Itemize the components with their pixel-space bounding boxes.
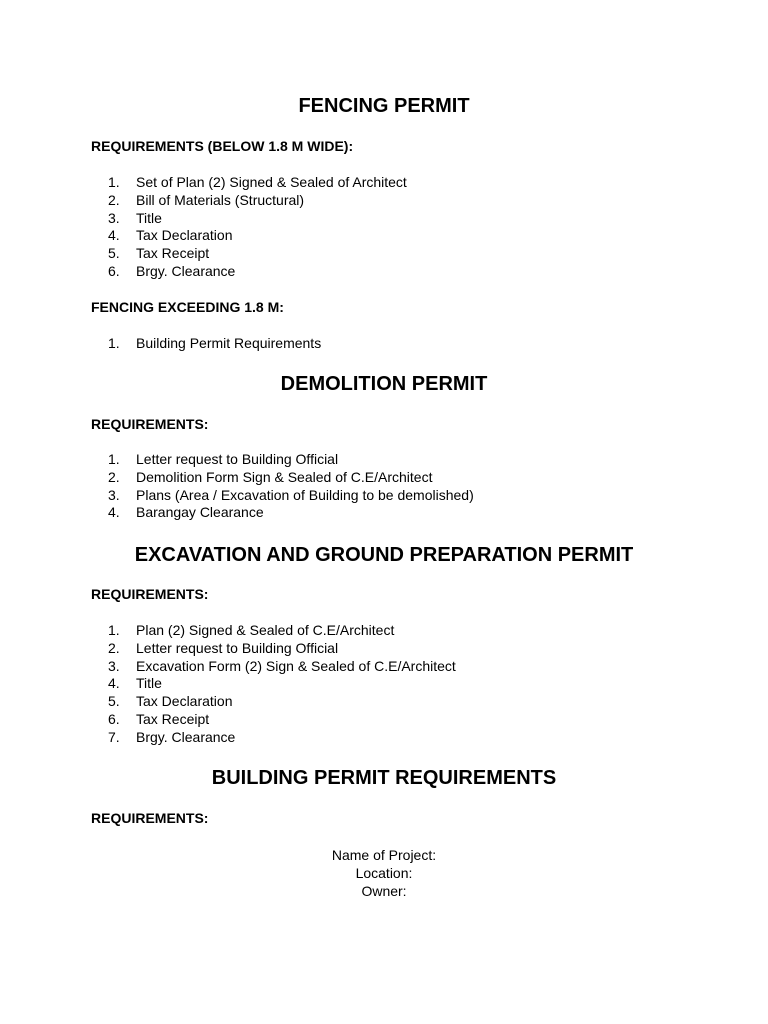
list-item: 1. Plan (2) Signed & Sealed of C.E/Architect xyxy=(108,622,395,638)
fencing-exceeding-heading: FENCING EXCEEDING 1.8 M: xyxy=(91,299,284,315)
list-item: 2. Letter request to Building Official xyxy=(108,639,339,656)
list-item: 6. Tax Receipt xyxy=(108,710,210,727)
owner-label: Owner: xyxy=(361,883,407,899)
demolition-permit-title: DEMOLITION PERMIT xyxy=(280,373,488,395)
fencing-requirements-below-list xyxy=(108,174,407,281)
excavation-requirements-list xyxy=(108,622,456,747)
list-item: 2. Demolition Form Sign & Sealed of C.E/Architect xyxy=(108,468,433,485)
list-item: 7. Brgy. Clearance xyxy=(108,728,236,745)
list-item: 3. Plans (Area / Excavation of Building to be demolished) xyxy=(108,486,474,503)
location-label: Location: xyxy=(355,865,413,881)
building-requirements-heading: REQUIREMENTS: xyxy=(91,810,209,826)
list-item: 2. Bill of Materials (Structural) xyxy=(108,191,305,208)
list-item: 3. Excavation Form (2) Sign & Sealed of C.E/Architect xyxy=(108,657,456,674)
fencing-requirements-below-heading: REQUIREMENTS (BELOW 1.8 M WIDE): xyxy=(91,138,354,154)
name-of-project-label: Name of Project: xyxy=(331,847,437,863)
list-item: 5. Tax Receipt xyxy=(108,245,210,262)
list-item: 3. Title xyxy=(108,209,162,226)
fencing-exceeding-list xyxy=(108,335,321,353)
fencing-permit-title: FENCING PERMIT xyxy=(298,95,470,117)
excavation-requirements-heading: REQUIREMENTS: xyxy=(91,586,209,602)
building-permit-title: BUILDING PERMIT REQUIREMENTS xyxy=(211,767,557,789)
list-item: 1. Set of Plan (2) Signed & Sealed of Architect xyxy=(108,174,407,190)
list-item: 6. Brgy. Clearance xyxy=(108,262,236,279)
list-item: 4. Barangay Clearance xyxy=(108,504,264,521)
demolition-requirements-heading: REQUIREMENTS: xyxy=(91,416,209,432)
list-item: 1. Letter request to Building Official xyxy=(108,451,339,467)
excavation-permit-title: EXCAVATION AND GROUND PREPARATION PERMIT xyxy=(134,544,634,566)
list-item: 4. Title xyxy=(108,675,162,692)
list-item: 5. Tax Declaration xyxy=(108,693,233,710)
list-item: 1. Building Permit Requirements xyxy=(108,335,322,351)
list-item: 4. Tax Declaration xyxy=(108,227,233,244)
demolition-requirements-list xyxy=(108,451,474,522)
